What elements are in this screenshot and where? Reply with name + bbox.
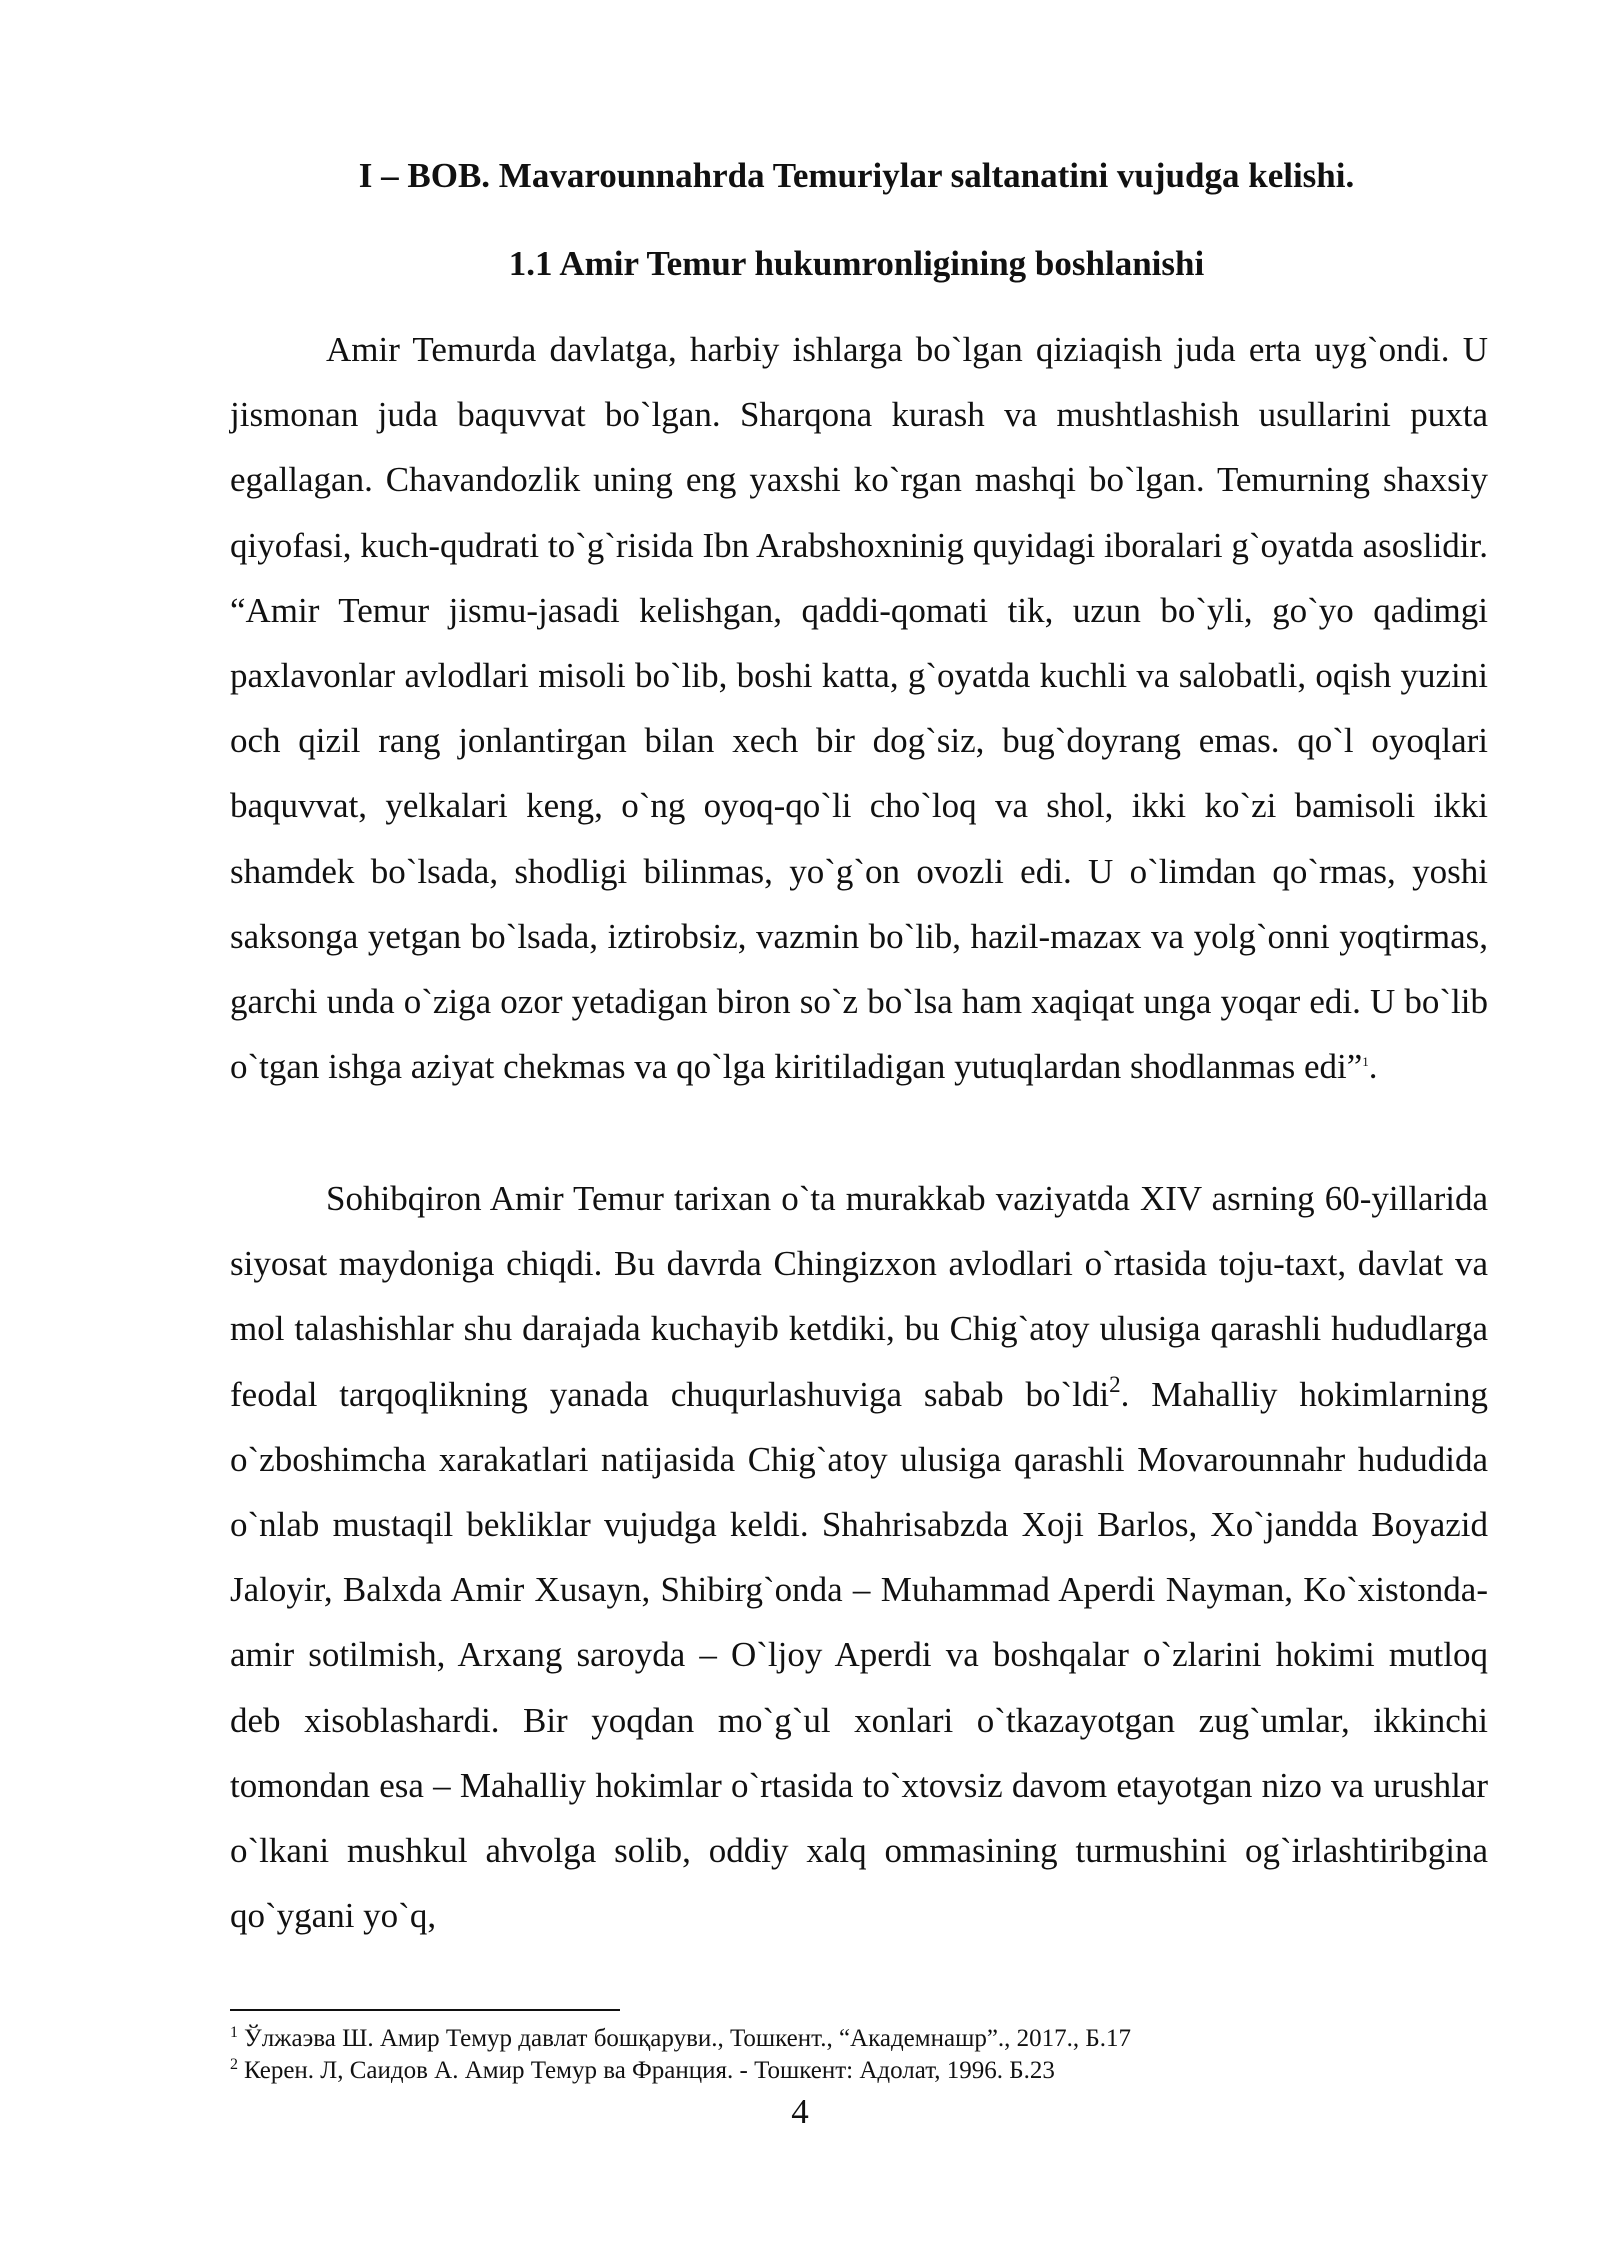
footnote-separator [230,2009,620,2011]
page-number: 4 [791,2092,809,2131]
footnote-ref-2[interactable]: 2 [1109,1371,1121,1397]
paragraph-2 [230,1166,1488,1948]
section-title: 1.1 Amir Temur hukumronligining boshlanishi [508,244,1205,283]
paragraph-2-text-a: Sohibqiron Amir Temur tarixan o`ta murakkab vaziyatda XIV asrning 60-yillarida siyosat maydoniga chiqdi. Bu davrda Chingizxon avlodlari o`rtasida toju-taxt, davlat va mol talashishlar shu darajada kuchayib ketdiki, bu Chig`atoy ulusiga qarashli hududlarga feodal tarqoqlikning yanada chuqurlashuviga sabab bo`ldi [230,1179,1488,1414]
paragraph-1 [230,317,1488,1099]
footnote-1 [230,2024,1490,2054]
paragraph-1-text: Amir Temurda davlatga, harbiy ishlarga bo`lgan qiziaqish juda erta uyg`ondi. U jismonan juda baquvvat bo`lgan. Sharqona kurash va mushtlashish usullarini puxta egallagan. Chavandozlik uning eng yaxshi ko`rgan mashqi bo`lgan. Temurning shaxsiy qiyofasi, kuch-qudrati to`g`risida Ibn Arabshoxninig quyidagi iboralari g`oyatda asoslidir. “Amir Temur jismu-jasadi kelishgan, qaddi-qomati tik, uzun bo`yli, go`yo qadimgi paxlavonlar avlodlari misoli bo`lib, boshi katta, g`oyatda kuchli va salobatli, oqish yuzini och qizil rang jonlantirgan bilan xech bir dog`siz, bug`doyrang emas. qo`l oyoqlari baquvvat, yelkalari keng, o`ng oyoq-qo`li cho`loq va shol, ikki ko`zi bamisoli ikki shamdek bo`lsada, shodligi bilinmas, yo`g`on ovozli edi. U o`limdan qo`rmas, yoshi saksonga yetgan bo`lsada, iztirobsiz, vazmin bo`lib, hazil-mazax va yolg`onni yoqtirmas, garchi unda o`ziga ozor yetadigan biron so`z bo`lsa ham xaqiqat unga yoqar edi. U bo`lib o`tgan ishga aziyat chekmas va qo`lga kiritiladigan yutuqlardan shodlanmas edi” [230,330,1488,1087]
paragraph-1-ending: . [1368,1047,1378,1087]
footnote-ref-1[interactable]: 1 [1362,1054,1369,1070]
footnote-1-number: 1 [230,2024,238,2041]
footnote-1-text: Ўлжаэва Ш. Амир Темур давлат бошқаруви., Тошкент., “Академнашр”., 2017., Б.17 [244,2025,1132,2052]
footnote-2-text: Керен. Л, Саидов А. Амир Темур ва Франция. - Тошкент: Адолат, 1996. Б.23 [244,2057,1055,2084]
chapter-title: I – BOB. Mavarounnahrda Temuriylar saltanatini vujudga kelishi. [358,156,1355,195]
footnote-2 [230,2056,1490,2086]
footnote-2-number: 2 [230,2056,238,2073]
paragraph-2-text-b: . Mahalliy hokimlarning o`zboshimcha xarakatlari natijasida Chig`atoy ulusiga qarashli Movarounnahr hududida o`nlab mustaqil bekliklar vujudga keldi. Shahrisabzda Xoji Barlos, Xo`jandda Boyazid Jaloyir, Balxda Amir Xusayn, Shibirg`onda – Muhammad Aperdi Nayman, Ko`xistonda-amir sotilmish, Arxang saroyda – O`ljoy Aperdi va boshqalar o`zlarini hokimi mutloq deb xisoblashardi. Bir yoqdan mo`g`ul xonlari o`tkazayotgan zug`umlar, ikkinchi tomondan esa – Mahalliy hokimlar o`rtasida to`xtovsiz davom etayotgan nizo va urushlar o`lkani mushkul ahvolga solib, oddiy xalq ommasining turmushini og`irlashtiribgina qo`ygani yo`q, [230,1374,1489,1936]
